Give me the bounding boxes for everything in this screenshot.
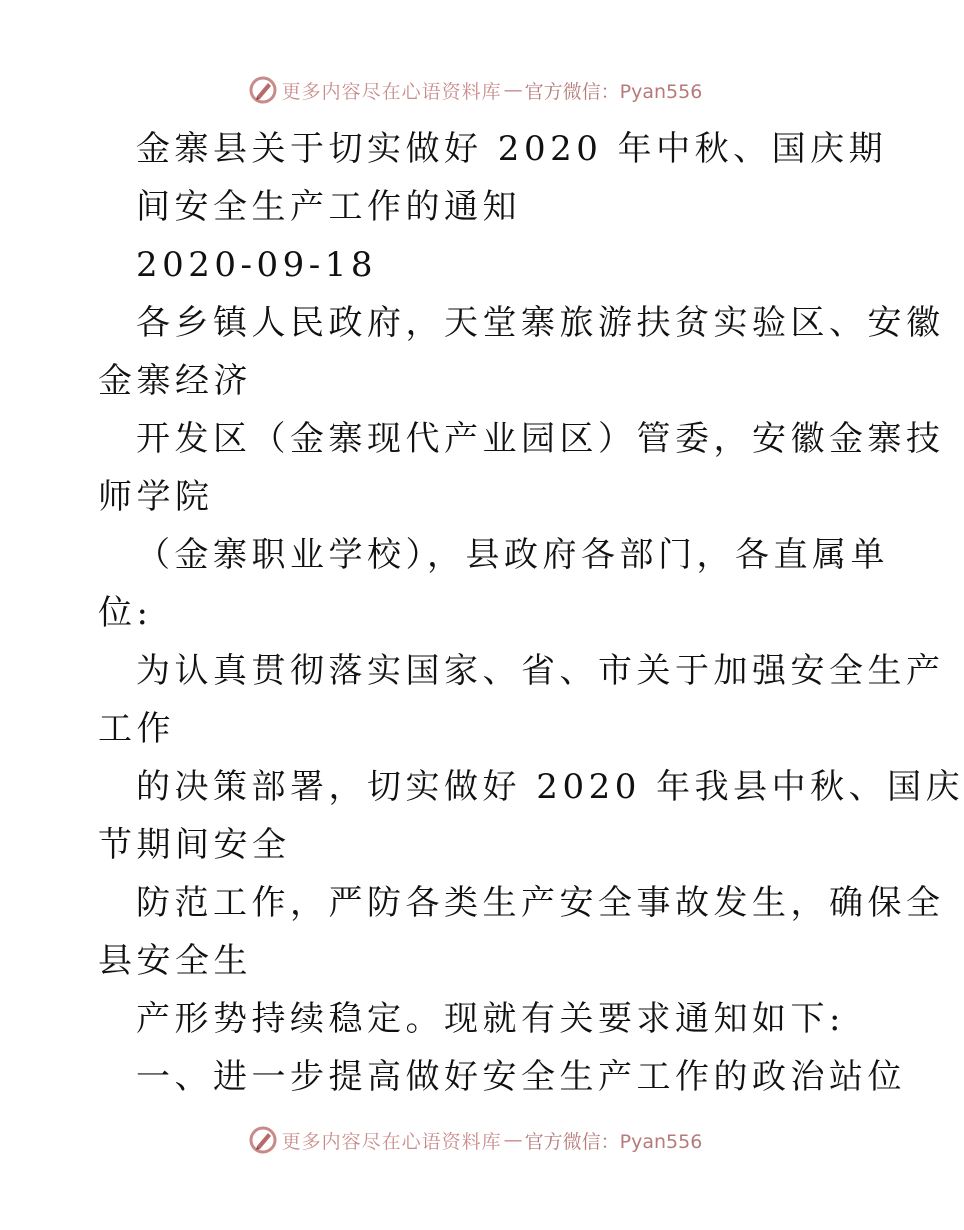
watermark-contact: 官方微信：Pyan556 bbox=[524, 1130, 703, 1153]
footer-watermark bbox=[0, 1120, 950, 1160]
doc-line: 产形势持续稳定。现就有关要求通知如下: bbox=[136, 999, 845, 1039]
doc-line: 金寨经济 bbox=[98, 361, 252, 401]
doc-title-line-2: 间安全生产工作的通知 bbox=[136, 187, 521, 227]
watermark-brand: 更多内容尽在心语资料库 bbox=[281, 80, 502, 103]
doc-line: 的决策部署，切实做好 2020 年我县中秋、国庆 bbox=[136, 767, 964, 807]
doc-line: 开发区（金寨现代产业园区）管委，安徽金寨技 bbox=[136, 419, 945, 459]
watermark-brand: 更多内容尽在心语资料库 bbox=[281, 1130, 502, 1153]
doc-line: （金寨职业学校），县政府各部门，各直属单 bbox=[136, 535, 889, 575]
doc-date: 2020-09-18 bbox=[136, 245, 378, 285]
doc-section-heading: 一、进一步提高做好安全生产工作的政治站位 bbox=[136, 1057, 906, 1097]
doc-line: 县安全生 bbox=[98, 941, 252, 981]
doc-line: 防范工作，严防各类生产安全事故发生，确保全 bbox=[136, 883, 945, 923]
watermark-contact: 官方微信：Pyan556 bbox=[524, 80, 703, 103]
doc-line: 各乡镇人民政府，天堂寨旅游扶贫实验区、安徽 bbox=[136, 303, 945, 343]
pen-circle-logo-icon bbox=[248, 75, 278, 105]
doc-line: 师学院 bbox=[98, 477, 214, 517]
doc-line: 为认真贯彻落实国家、省、市关于加强安全生产 bbox=[136, 651, 945, 691]
doc-title-line-1: 金寨县关于切实做好 2020 年中秋、国庆期 bbox=[136, 129, 888, 169]
watermark-dash: — bbox=[503, 79, 523, 101]
document-body bbox=[98, 120, 964, 1106]
header-watermark bbox=[0, 70, 950, 110]
doc-line: 位: bbox=[98, 593, 153, 633]
doc-line: 工作 bbox=[98, 709, 175, 749]
pen-circle-logo-icon bbox=[248, 1125, 278, 1155]
watermark-dash: — bbox=[503, 1129, 523, 1151]
doc-line: 节期间安全 bbox=[98, 825, 291, 865]
